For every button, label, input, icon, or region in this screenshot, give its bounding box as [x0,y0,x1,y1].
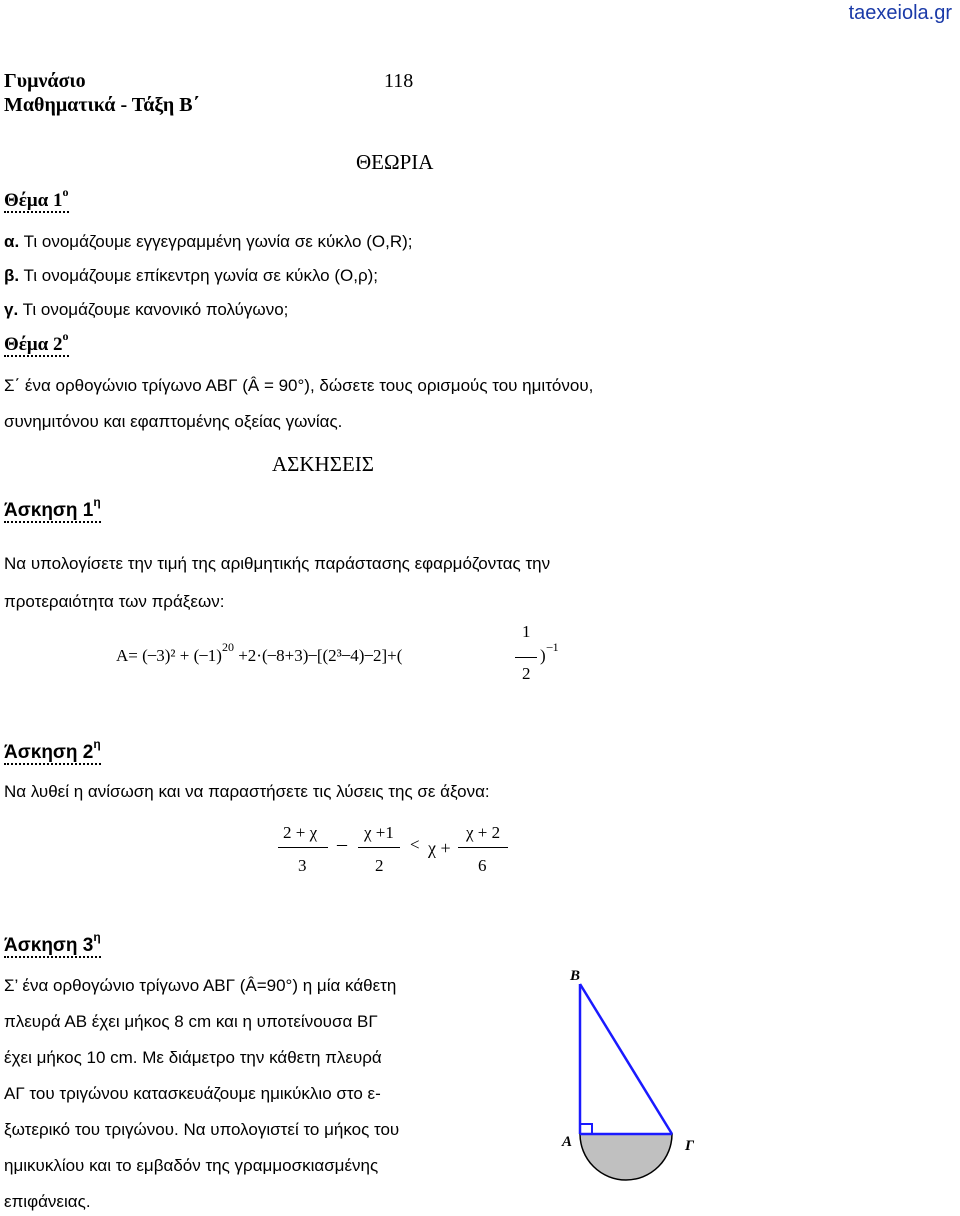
ex2-f2-num: χ +1 [364,823,394,842]
ex3-triangle-figure [550,962,720,1192]
topic1-label-wrap [4,185,69,213]
ex3-side-bg [580,984,672,1134]
header-course: Μαθηματικά - Τάξη Β΄ [4,94,200,116]
header-school: Γυμνάσιο [4,70,86,92]
ex3-label-b: Β [570,968,581,984]
ex2-f3-line [458,847,508,848]
ex2-label: Άσκηση 2 [4,742,94,763]
ex1-expr-close [540,640,559,666]
topic1-b-label: β. [4,266,20,285]
topic1-a-text: Τι ονομάζουμε εγγεγραμμένη γωνία σε κύκλο (O,R); [23,232,413,251]
ex2-chi-plus: χ + [428,838,451,858]
ex3-line-3: έχει μήκος 10 cm. Με διάμετρο την κάθετη πλευρά [4,1048,382,1067]
topic2-label: Θέμα 2 [4,334,63,355]
ex1-frac-line [515,657,537,658]
ex1-sup: η [93,495,101,509]
ex2-f2-line [358,847,400,848]
ex1-expr-main: Α= ( ̶ 3)² + ( ̶ 1) [116,646,222,665]
topic2-sup: ο [62,329,69,343]
ex2-label-wrap [4,737,101,765]
ex2-f1-den: 3 [298,856,307,875]
topic2-heading [4,329,69,356]
ex2-lt: < [410,835,420,854]
ex3-semicircle-shaded [580,1134,672,1180]
ex1-expr-mid: +2·( ̶ 8+3) ̶ [(2³ ̶ 4) ̶ 2]+( [238,646,403,665]
ex3-line-4: ΑΓ του τριγώνου κατασκευάζουμε ημικύκλιο στο ε- [4,1084,381,1103]
ex3-label-g: Γ [685,1138,695,1154]
ex2-f1-line [278,847,328,848]
ex2-f1-num: 2 + χ [283,823,318,842]
ex3-line-6: ημικυκλίου και το εμβαδόν της γραμμοσκιασμένης [4,1156,379,1175]
ex2-line1: Να λυθεί η ανίσωση και να παραστήσετε τις λύσεις της σε άξονα: [4,782,490,801]
ex3-line-7: επιφάνειας. [4,1192,91,1211]
ex3-label-wrap [4,930,101,958]
ex1-expr-exp2: ̶ 1 [549,640,559,654]
topic1-b-text: Τι ονομάζουμε επίκεντρη γωνία σε κύκλο (O,ρ); [23,266,379,285]
ex1-label-wrap [4,495,101,523]
topic1-sup: ο [62,185,69,199]
ex3-line-5: ξωτερικό του τριγώνου. Να υπολογιστεί το μήκος του [4,1120,400,1139]
topic1-item-c [4,300,288,320]
page-number: 118 [384,70,414,92]
ex2-sup: η [93,737,101,751]
topic1-c-label: γ. [4,300,19,319]
ex1-expression [116,640,403,666]
site-watermark[interactable]: taexeiola.gr [848,2,952,24]
ex2-f3-num: χ + 2 [466,823,501,842]
ex3-sup: η [93,930,101,944]
ex2-f2-den: 2 [375,856,384,875]
ex1-line1: Να υπολογίσετε την τιμή της αριθμητικής παράστασης εφαρμόζοντας την [4,554,551,573]
topic1-label: Θέμα 1 [4,190,63,211]
ex3-label: Άσκηση 3 [4,935,94,956]
ex2-minus: – [337,833,347,855]
topic1-item-a [4,232,412,252]
topic1-a-label: α. [4,232,20,251]
ex2-heading [4,737,101,764]
theory-title: ΘΕΩΡΙΑ [356,150,434,174]
ex1-expr-exp1: 20 [221,640,234,654]
ex3-heading [4,930,101,957]
ex1-label: Άσκηση 1 [4,500,94,521]
ex2-f3-den: 6 [478,856,487,875]
ex3-label-a: Α [562,1134,573,1150]
ex3-line-2: πλευρά ΑΒ έχει μήκος 8 cm και η υποτείνουσα ΒΓ [4,1012,378,1031]
ex1-line2: προτεραιότητα των πράξεων: [4,592,225,611]
ex1-frac-num: 1 [522,622,531,641]
topic2-line2: συνημιτόνου και εφαπτομένης οξείας γωνίας. [4,412,343,431]
topic1-c-text: Τι ονομάζουμε κανονικό πολύγωνο; [22,300,289,319]
topic2-label-wrap [4,329,69,357]
ex1-close-paren: ) [540,646,546,665]
topic2-line1: Σ΄ ένα ορθογώνιο τρίγωνο ΑΒΓ (Â = 90°), δώσετε τους ορισμούς του ημιτόνου, [4,376,594,395]
ex3-right-angle-mark [580,1124,592,1134]
topic1-heading [4,185,69,212]
ex1-heading [4,495,101,522]
ex3-line-1: Σ’ ένα ορθογώνιο τρίγωνο ΑΒΓ (Â=90°) η μία κάθετη [4,976,397,995]
exercises-title: ΑΣΚΗΣΕΙΣ [272,452,374,476]
topic1-item-b [4,266,378,286]
ex1-frac-den: 2 [522,664,531,683]
